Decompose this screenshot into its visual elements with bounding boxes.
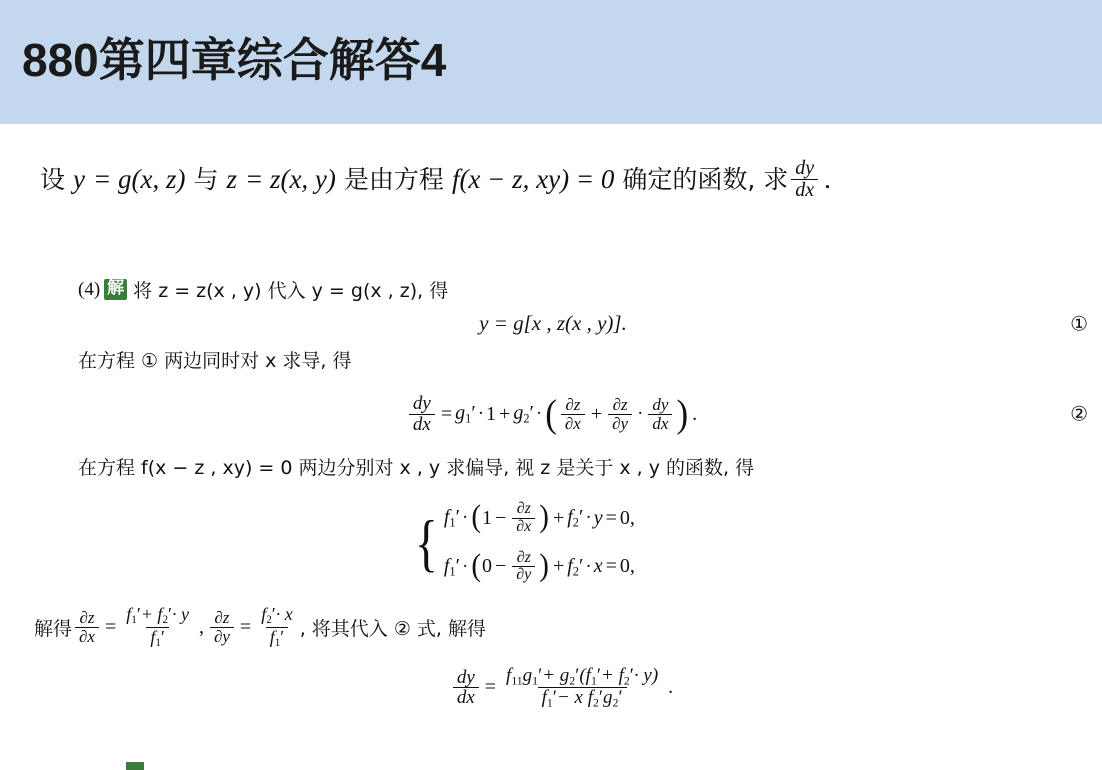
eq2-equals: = xyxy=(440,402,453,425)
sys1-equals: = xyxy=(605,506,617,529)
sys1-plus: + xyxy=(552,506,565,529)
equation-number-2: ② xyxy=(1070,403,1088,426)
solution-final-equation xyxy=(78,666,1088,710)
solution-system-row xyxy=(78,494,1088,591)
derivative-denominator: dx xyxy=(791,179,818,201)
sys1-dot-2: · xyxy=(585,507,592,529)
final-period: . xyxy=(668,676,674,699)
line4-comma-1: , xyxy=(198,616,204,638)
eq2-plus: + xyxy=(499,402,511,425)
jie-badge: 解 xyxy=(104,279,127,300)
problem-with: 与 xyxy=(193,164,219,194)
eq2-dy-dx-den: dx xyxy=(648,414,672,433)
sys2-x: x xyxy=(593,555,603,578)
sys1-partial-z-x-den: ∂x xyxy=(512,518,535,536)
eq2-lhs-fraction xyxy=(409,394,435,435)
eq2-partial-z-y xyxy=(608,396,632,433)
system-line-2 xyxy=(444,550,635,585)
solution-line-3-text: 在方程 f(x − z , xy) = 0 两边分别对 x , y 求偏导, 视 z 是关于 x , y 的函数, 得 xyxy=(78,457,755,479)
eq2-one: 1 xyxy=(486,402,497,425)
problem-eq2: = z(x, y) xyxy=(244,164,336,195)
solution-equation-1-row xyxy=(78,311,1088,336)
problem-statement xyxy=(40,158,1070,201)
sys1-minus: − xyxy=(494,506,507,529)
final-equals: = xyxy=(484,676,497,699)
problem-eq1: = g(x, z) xyxy=(93,164,186,195)
eq2-dot-2: · xyxy=(535,403,543,424)
problem-line xyxy=(40,158,1070,201)
line4-partial-z-x-den: ∂x xyxy=(75,627,99,646)
sys2-paren-open: ( xyxy=(471,548,481,584)
line4-partial-z-y-num: ∂z xyxy=(214,608,230,628)
line4-frac-1-num: $f_1'+ f_2'\cdot y$ xyxy=(126,604,189,627)
line4-frac-2 xyxy=(257,605,297,650)
solution-line-4 xyxy=(34,605,1088,650)
sys2-dot-2: · xyxy=(585,555,592,577)
sys1-f1-prime: $f_1'$ xyxy=(443,506,460,530)
left-brace: { xyxy=(414,507,439,578)
sys2-dot-1: · xyxy=(461,555,469,577)
problem-mid: 是由方程 xyxy=(343,164,444,194)
eq2-lhs-denominator: dx xyxy=(409,414,435,435)
eq2-dy-dx xyxy=(648,396,672,433)
line4-frac-2-den: $f_1'$ xyxy=(266,627,289,650)
line4-partial-z-y-den: ∂y xyxy=(210,627,234,646)
line4-equals-2: = xyxy=(239,616,252,638)
equation-number-1: ① xyxy=(1070,313,1088,335)
line4-frac-1 xyxy=(122,605,193,650)
problem-func1-y: y xyxy=(73,164,85,195)
sys1-f2-prime: $f_2'$ xyxy=(567,506,584,530)
sys2-partial-z-y-den: ∂y xyxy=(512,566,535,584)
sys2-paren-close: ) xyxy=(539,548,549,584)
eq2-lhs-numerator: dy xyxy=(412,392,431,414)
eq2-partial-z-x-den: ∂x xyxy=(561,414,585,433)
sys1-y: y xyxy=(593,506,603,529)
solution-line-2 xyxy=(78,346,1088,373)
solution-line-4-lead: 解得 xyxy=(34,618,73,640)
solution-line-3 xyxy=(78,453,1088,480)
solution-line-1 xyxy=(78,276,1088,303)
line4-partial-z-x-num: ∂z xyxy=(79,608,95,628)
sys1-partial-z-x-num: ∂z xyxy=(516,500,531,517)
sys2-plus: + xyxy=(552,555,565,578)
sys1-one: 1 xyxy=(481,506,492,529)
sys2-equals: = xyxy=(605,555,617,578)
sys1-paren-close: ) xyxy=(539,500,549,535)
solution-line-4-mid: , 将其代入 ② 式, 解得 xyxy=(299,618,486,640)
eq2-partial-z-x xyxy=(561,396,585,433)
system-rows xyxy=(444,494,635,591)
next-item-badge-fragment xyxy=(126,762,144,770)
sys1-partial-z-x xyxy=(512,501,535,536)
final-rhs-fraction xyxy=(502,666,662,710)
eq2-dy-dx-num: dy xyxy=(652,394,669,414)
eq2-dot-3: · xyxy=(637,403,644,424)
line4-equals-1: = xyxy=(104,616,117,638)
problem-derivative-fraction xyxy=(791,158,818,201)
sys2-f2-prime: $f_2'$ xyxy=(567,554,584,579)
line4-partial-z-y xyxy=(210,609,234,646)
problem-func2-z: z xyxy=(226,164,237,195)
solution-body xyxy=(34,276,1088,714)
final-rhs-numerator: $f_{11}g_1'+ g_2'(f_1'+ f_2'\cdot y)$ xyxy=(506,664,659,688)
line4-frac-1-den: $f_1'$ xyxy=(146,627,169,650)
eq2-g2-prime: $g_2'$ xyxy=(513,401,534,426)
eq2-partial-z-x-num: ∂z xyxy=(565,394,581,414)
eq2-paren-open: ( xyxy=(545,391,557,435)
sys2-partial-z-y-num: ∂z xyxy=(516,548,531,566)
eq2-paren-close: ) xyxy=(676,391,689,435)
eq2-g1-prime: $g_1'$ xyxy=(455,401,476,426)
eq2-partial-z-y-num: ∂z xyxy=(612,394,628,414)
page-title: 880第四章综合解答4 xyxy=(22,34,447,86)
final-lhs-numerator: dy xyxy=(456,666,475,688)
item-label: (4) xyxy=(78,278,101,300)
derivative-numerator: dy xyxy=(795,157,815,179)
sys2-zero: 0, xyxy=(619,555,635,578)
final-lhs-fraction xyxy=(453,668,479,709)
problem-period: . xyxy=(824,164,831,195)
problem-tail: 确定的函数, 求 xyxy=(622,164,789,194)
final-rhs-denominator: $f_1'- x$ $f_2'g_2'$ xyxy=(538,687,627,710)
sys2-f1-prime: $f_1'$ xyxy=(443,554,460,579)
system-line-1 xyxy=(444,501,635,536)
eq2-inner-plus: + xyxy=(590,402,603,425)
equation-system xyxy=(411,494,635,591)
solution-equation-2-row xyxy=(78,387,1088,441)
solution-line-2-text: 在方程 ① 两边同时对 x 求导, 得 xyxy=(78,350,352,372)
line4-partial-z-x xyxy=(75,609,99,646)
problem-eq3: f(x − z, xy) = 0 xyxy=(451,164,615,195)
sys1-dot-1: · xyxy=(461,507,469,529)
sys2-zero-lead: 0 xyxy=(481,555,492,578)
sys2-minus: − xyxy=(494,555,507,578)
problem-lead: 设 xyxy=(40,164,66,194)
eq2-period: . xyxy=(692,402,698,425)
sys2-partial-z-y xyxy=(512,550,535,585)
eq2-partial-z-y-den: ∂y xyxy=(608,414,632,433)
eq2-dot-1: · xyxy=(477,403,485,424)
solution-equation-1: y = g[x , z(x , y)]. xyxy=(479,311,627,335)
sys1-paren-open: ( xyxy=(471,500,481,535)
final-lhs-denominator: dx xyxy=(453,687,479,708)
sys1-zero: 0, xyxy=(619,506,635,529)
header-banner xyxy=(0,0,1102,124)
line4-frac-2-num: $f_2'\cdot x$ xyxy=(261,604,293,627)
solution-line-1-text: 将 z = z(x , y) 代入 y = g(x , z), 得 xyxy=(133,280,449,302)
